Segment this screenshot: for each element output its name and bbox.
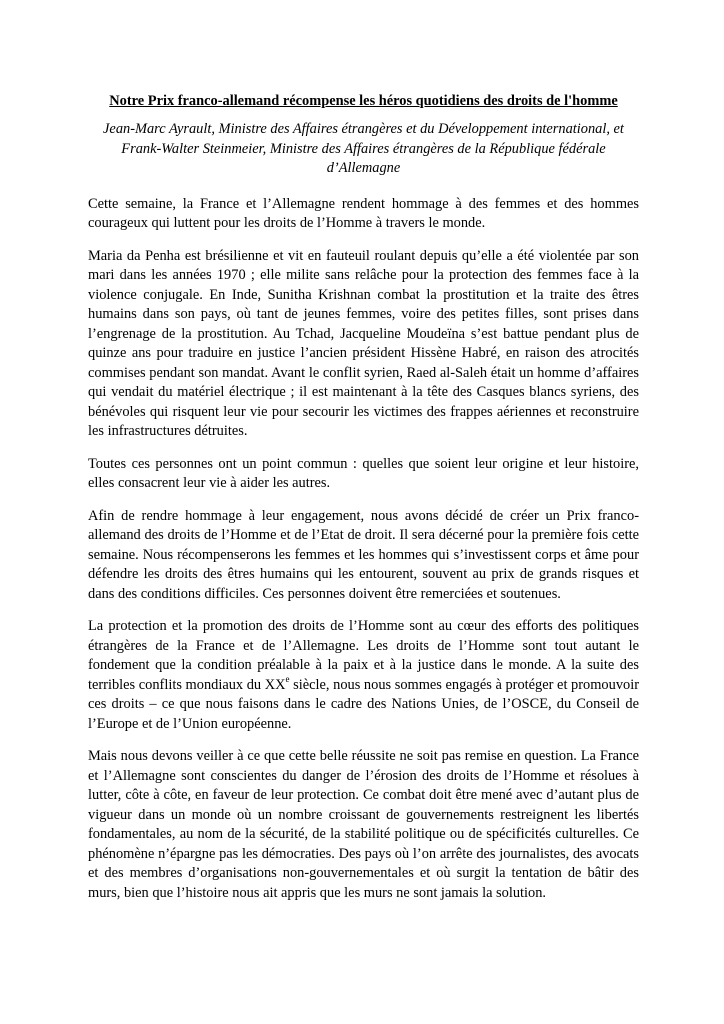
paragraph-protection-part1: La protection et la promotion des droits de l’Homme sont au cœur des efforts des politiques étrangères de la France et de l’Allemagne. Les droits de l’Homme sont tout autant le fondement que la condition préalable à la paix et à la justice dans le monde. A la suite des terribles conflits mondiaux du XX (88, 618, 639, 693)
paragraph-vigilance: Mais nous devons veiller à ce que cette belle réussite ne soit pas remise en question. La France et l’Allemagne sont conscientes du danger de l’érosion des droits de l’Homme et résolues à lutter, côte à côte, en faveur de leur protection. Ce combat doit être mené avec d’autant plus de vigueur dans un monde où un nombre croissant de gouvernements restreignent les libertés fondamentales, au nom de la sécurité, de la stabilité politique ou de spécificités culturelles. Ce phénomène n’épargne pas les démocraties. Des pays où l’on arrête des journalistes, des avocats et des membres d’organisations non-gouvernementales et où surgit la tentation de bâtir des murs, bien que l’histoire nous ait appris que les murs ne sont jamais la solution. (88, 748, 639, 901)
paragraph-protection (88, 617, 639, 734)
century-superscript: e (285, 673, 290, 684)
paragraph-intro: Cette semaine, la France et l’Allemagne rendent hommage à des femmes et des hommes courageux qui luttent pour les droits de l’Homme à travers le monde. (88, 195, 639, 232)
paragraph-prize: Afin de rendre hommage à leur engagement, nous avons décidé de créer un Prix franco-allemand des droits de l’Homme et de l’Etat de droit. Il sera décerné pour la première fois cette semaine. Nous récompenserons les femmes et les hommes qui s’investissent corps et âme pour défendre les droits des êtres humains qui les entourent, souvent au prix de grands risques et dans des conditions difficiles. Ces personnes doivent être remerciées et soutenues. (88, 507, 639, 602)
paragraph-laureates: Maria da Penha est brésilienne et vit en fauteuil roulant depuis qu’elle a été violentée par son mari dans les années 1970 ; elle milite sans relâche pour la protection des femmes face à la violence conjugale. En Inde, Sunitha Krishnan combat la prostitution et la traite des êtres humains dans son pays, où tant de jeunes femmes, voire des petites filles, sont prises dans l’engrenage de la prostitution. Au Tchad, Jacqueline Moudeïna s’est battue pendant plus de quinze ans pour traduire en justice l’ancien président Hissène Habré, en raison des atrocités commises pendant son mandat. Avant le conflit syrien, Raed al-Saleh était un homme d’affaires qui vendait du matériel électrique ; il est maintenant à la tête des Casques blancs syriens, des bénévoles qui risquent leur vie pour secourir les victimes des frappes aériennes et reconstruire les infrastructures détruites. (88, 247, 639, 440)
paragraph-common-point: Toutes ces personnes ont un point commun : quelles que soient leur origine et leur histoire, elles consacrent leur vie à aider les autres. (88, 455, 639, 492)
document-page (88, 92, 639, 916)
paragraph-protection-part2: siècle, nous nous sommes engagés à protéger et promouvoir ces droits – ce que nous faisons dans le cadre des Nations Unies, de l’OSCE, du Conseil de l’Europe et de l’Union européenne. (88, 676, 640, 732)
article-title: Notre Prix franco-allemand récompense les héros quotidiens des droits de l'homme (109, 93, 618, 109)
article-byline: Jean-Marc Ayrault, Ministre des Affaires étrangères et du Développement international, et Frank-Walter Steinmeier, Ministre des Affaires étrangères de la République fédérale d’Allemagne (103, 121, 624, 177)
